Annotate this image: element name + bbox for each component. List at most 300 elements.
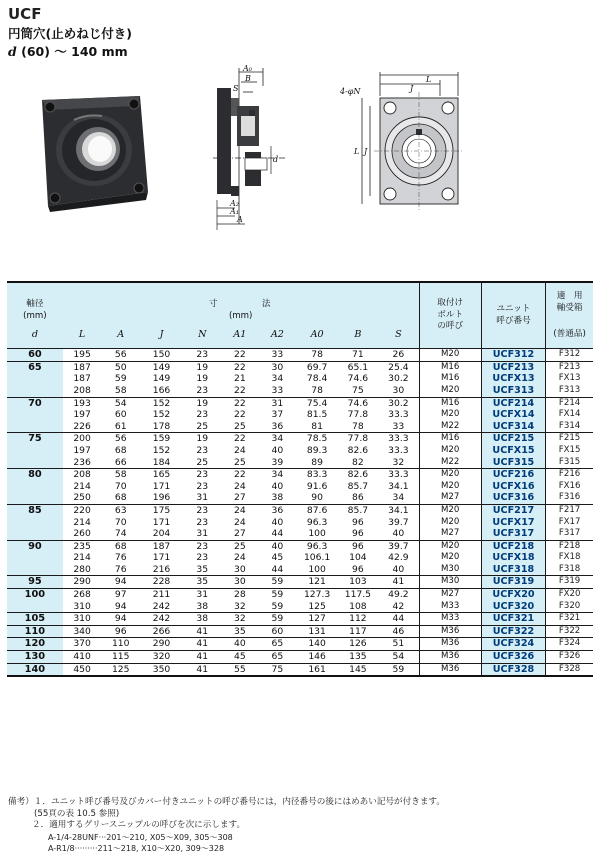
table-row [7,504,593,516]
dimension-cell: 89.3 [306,444,328,456]
table-row [7,481,593,493]
dimension-cell: 75 [352,384,364,396]
table-row [7,663,593,676]
col-head-J: J [140,322,183,349]
front-view-drawing [340,72,462,212]
dimension-cell: 166 [152,384,171,396]
dimension-cell: 310 [73,600,91,612]
dimension-cell: 45 [222,651,258,664]
dimension-cell: 112 [337,613,378,626]
dimension-cell: 96.3 [306,516,328,528]
table-row [7,552,593,564]
dimension-cell: 78 [352,420,364,432]
dimension-cell: 96 [352,563,364,575]
shaft-dia-header: 軸径 [26,299,44,309]
dimension-cell: 19 [183,361,222,373]
housing-cell: F314 [546,421,593,433]
dimension-cell: 41 [183,638,222,651]
dim-label-A2: A₂ [230,199,239,208]
housing-cell: F217 [546,504,593,516]
table-row [7,625,593,638]
dimension-cell: 159 [140,433,183,445]
bore-range: d (60) ～ 140 mm [8,44,128,59]
dimension-cell: 36 [271,420,284,432]
dimension-cell: 228 [140,576,183,589]
footnotes [8,797,445,855]
dimension-cell: 83.3 [297,469,338,481]
dimension-cell: 25.4 [378,361,419,373]
col-head-A0: A0 [297,322,338,349]
housing-cell: FX20 [546,589,593,601]
dimension-cell: 127 [297,613,338,626]
dimension-cell: 31 [183,589,222,601]
dimension-cell: 149 [140,361,183,373]
dimension-cell: 51 [378,638,419,651]
dimension-cell: 26 [378,349,419,362]
dimension-cell: 74.6 [347,373,369,385]
dimension-cell: 34 [258,433,297,445]
dimension-cell: 100 [308,563,326,575]
dimension-cell: 68 [114,492,127,504]
bolt-cell: M16 [419,433,481,445]
dimension-cell: 32 [392,456,405,468]
dimension-cell: 78.4 [306,373,328,385]
dimension-cell: 197 [73,409,91,421]
note-2-line-b: A-R1/8·········211～218, X10～X20, 309～328 [48,844,225,854]
dimension-cell: 30.2 [378,397,419,409]
dimension-cell: 96 [101,625,140,638]
unit-no-cell: UCF317 [481,528,545,540]
dimension-cell: 290 [63,576,102,589]
dimension-cell: 74 [114,528,127,540]
dimension-cell: 34.1 [378,504,419,516]
dimension-cell: 81 [311,420,323,432]
dimension-cell: 60 [114,409,127,421]
housing-note: (普通品) [546,322,593,349]
dimension-cell: 125 [308,600,326,612]
dimension-cell: 34.1 [388,480,409,492]
bolt-cell: M16 [419,361,481,373]
dim-label-S: S [233,84,239,93]
shaft-dia-cell: 75 [7,433,63,469]
dimension-cell: 40 [392,528,405,540]
dimension-cell: 22 [222,361,258,373]
dimension-cell: 22 [233,409,246,421]
dimension-cell: 104 [349,552,367,564]
dimension-cell: 115 [101,651,140,664]
housing-cell: FX17 [546,517,593,529]
note-1: 備考）１．ユニット呼び番号及びカバー付きユニットの呼び番号には，内径番号の後にはめあい記号が付きます。 [8,797,445,807]
dimension-cell: 24 [233,552,246,564]
dimension-cell: 81.5 [306,409,328,421]
unit-no-cell: UCF313 [481,385,545,397]
shaft-dia-cell: 120 [7,638,63,651]
dimension-cell: 149 [152,373,171,385]
table-row [7,528,593,540]
dimension-cell: 171 [152,552,171,564]
dimension-cell: 23 [196,384,209,396]
dimension-cell: 310 [63,613,102,626]
dimension-cell: 96 [337,540,378,552]
shaft-dia-cell: 60 [7,349,63,362]
dimension-cell: 33 [271,384,284,396]
dim-label-4-phiN: 4-φN [340,87,361,96]
bolt-cell: M20 [419,349,481,362]
dimension-cell: 82.6 [347,444,369,456]
dimension-cell: 25 [196,456,209,468]
bolt-cell: M20 [419,385,481,397]
dimension-cell: 24 [233,444,246,456]
table-row [7,576,593,589]
dimension-cell: 40 [392,563,405,575]
housing-cell: F215 [546,433,593,445]
dimension-cell: 214 [73,552,91,564]
dimension-cell: 27 [233,528,246,540]
table-row [7,601,593,613]
bolt-cell: M36 [419,625,481,638]
dimension-cell: 214 [73,480,91,492]
shaft-dia-cell: 65 [7,361,63,397]
dimension-cell: 340 [63,625,102,638]
dimension-cell: 23 [196,444,209,456]
bolt-header: 取付け ボルト の呼び [419,282,481,349]
dimension-cell: 208 [73,384,91,396]
dimension-cell: 25 [233,420,246,432]
table-row [7,564,593,576]
col-head-d: d [7,322,63,349]
unit-no-cell: UCF322 [481,625,545,638]
dimension-cell: 290 [140,638,183,651]
dimension-cell: 60 [258,625,297,638]
dimension-cell: 211 [140,589,183,601]
housing-cell: FX16 [546,481,593,493]
dimension-cell: 127.3 [297,589,338,601]
dimension-cell: 78.5 [297,433,338,445]
shaft-dia-cell: 100 [7,589,63,613]
dimension-cell: 97 [101,589,140,601]
shaft-dia-cell: 105 [7,613,63,626]
dimension-cell: 135 [337,651,378,664]
dimension-cell: 24 [233,516,246,528]
dimension-cell: 41 [183,651,222,664]
dimension-cell: 184 [152,456,171,468]
dimension-cell: 56 [101,433,140,445]
unit-no-cell: UCF216 [481,469,545,481]
dimension-cell: 87.6 [297,504,338,516]
dimension-cell: 42 [392,600,405,612]
note-2: ２．適用するグリースニップルの呼びを次に示します。 [32,820,246,831]
dimension-cell: 33.3 [378,433,419,445]
dimension-table [7,281,593,677]
dimension-cell: 28 [222,589,258,601]
dimension-cell: 59 [258,576,297,589]
dimension-cell: 268 [63,589,102,601]
bolt-cell: M27 [419,492,481,504]
page-header [8,5,132,60]
unit-no-cell: UCFX20 [481,589,545,601]
dimension-cell: 204 [152,528,171,540]
unit-no-cell: UCF312 [481,349,545,362]
unit-no-cell: UCF316 [481,492,545,504]
unit-no-cell: UCF218 [481,540,545,552]
shaft-dia-cell: 85 [7,504,63,540]
dimension-cell: 108 [349,600,367,612]
dimension-cell: 320 [140,651,183,664]
dimension-cell: 208 [63,469,102,481]
dimension-cell: 91.6 [306,480,328,492]
bore-type-title: 円筒穴(止めねじ付き) [8,26,132,41]
dimension-cell: 70 [114,480,127,492]
table-row [7,540,593,552]
dimension-cell: 86 [352,492,364,504]
dim-label-A1: A₁ [230,207,239,216]
shaft-dia-cell: 110 [7,625,63,638]
dimension-cell: 22 [222,349,258,362]
bolt-cell: M33 [419,601,481,613]
bolt-cell: M22 [419,421,481,433]
table-row [7,409,593,421]
dimension-cell: 23 [183,469,222,481]
dimension-cell: 106.1 [303,552,331,564]
dimension-cell: 117.5 [337,589,378,601]
dimension-cell: 178 [152,420,171,432]
dimension-cell: 103 [337,576,378,589]
shaft-dia-cell: 140 [7,663,63,676]
dimension-cell: 58 [114,384,127,396]
dimension-cell: 250 [73,492,91,504]
dimension-cell: 242 [152,600,171,612]
dimension-cell: 242 [140,613,183,626]
dimension-cell: 450 [63,663,102,676]
bolt-cell: M36 [419,638,481,651]
dimension-cell: 152 [152,444,171,456]
dimension-cell: 39 [271,456,284,468]
dimension-cell: 30 [222,576,258,589]
dimension-cell: 100 [308,528,326,540]
dimension-cell: 35 [183,576,222,589]
unit-no-cell: UCFX15 [481,445,545,457]
dimension-cell: 65 [258,638,297,651]
dimension-cell: 70 [114,516,127,528]
dimension-cell: 216 [152,563,171,575]
dimension-cell: 30 [392,384,405,396]
bolt-cell: M16 [419,397,481,409]
housing-cell: F214 [546,397,593,409]
dimension-cell: 94 [101,613,140,626]
dimension-cell: 38 [271,492,284,504]
dimension-cell: 25 [233,456,246,468]
dimension-cell: 121 [297,576,338,589]
shaft-dia-cell: 90 [7,540,63,576]
bolt-cell: M20 [419,517,481,529]
dimension-cell: 50 [101,361,140,373]
dimension-cell: 59 [378,663,419,676]
table-row [7,421,593,433]
unit-no-cell: UCF217 [481,504,545,516]
bolt-cell: M20 [419,445,481,457]
bolt-cell: M20 [419,481,481,493]
dimension-cell: 63 [101,504,140,516]
dimension-cell: 34 [271,373,284,385]
table-row [7,638,593,651]
dimension-cell: 96.3 [297,540,338,552]
dimension-cell: 33.3 [378,469,419,481]
dimension-cell: 90 [311,492,323,504]
dimension-cell: 195 [63,349,102,362]
dimension-cell: 266 [140,625,183,638]
shaft-dia-cell: 70 [7,397,63,433]
col-head-B: B [337,322,378,349]
housing-header: 適 用 軸受箱 [546,282,593,322]
bolt-cell: M33 [419,613,481,626]
unit-no-cell: UCF321 [481,613,545,626]
dim-label-L-top: L [426,75,432,84]
bolt-cell: M20 [419,552,481,564]
dimension-cell: 23 [183,349,222,362]
dimension-cell: 76 [114,563,127,575]
unit-no-cell: UCF319 [481,576,545,589]
dimension-cell: 197 [73,444,91,456]
unit-no-cell: UCFX14 [481,409,545,421]
dim-label-A: A [237,215,243,224]
dimension-cell: 200 [63,433,102,445]
dimension-cell: 125 [101,663,140,676]
dimension-cell: 280 [73,563,91,575]
housing-cell: F321 [546,613,593,626]
dimension-cell: 78 [311,384,323,396]
dimension-cell: 33 [392,420,405,432]
housing-cell: F316 [546,492,593,504]
dimension-cell: 21 [233,373,246,385]
unit-no-cell: UCF214 [481,397,545,409]
dimension-cell: 76 [114,552,127,564]
dimension-cell: 35 [222,625,258,638]
dimension-cell: 24 [222,504,258,516]
dimension-cell: 77.8 [347,409,369,421]
housing-cell: F320 [546,601,593,613]
unit-no-cell: UCF326 [481,651,545,664]
dimension-cell: 30 [233,563,246,575]
dimension-cell: 214 [73,516,91,528]
table-row [7,613,593,626]
dimension-cell: 33.3 [388,444,409,456]
dimension-cell: 152 [152,409,171,421]
unit-no-cell: UCF324 [481,638,545,651]
dimension-cell: 55 [222,663,258,676]
table-row [7,373,593,385]
housing-cell: F216 [546,469,593,481]
unit-no-cell: UCF315 [481,457,545,469]
shaft-dia-cell: 95 [7,576,63,589]
housing-cell: FX18 [546,552,593,564]
dimension-cell: 370 [63,638,102,651]
dimension-cell: 96 [352,528,364,540]
dimension-cell: 54 [378,651,419,664]
dimension-cell: 82.6 [337,469,378,481]
dimension-cell: 39.7 [378,540,419,552]
housing-cell: F328 [546,663,593,676]
dimension-cell: 25 [222,540,258,552]
table-row [7,361,593,373]
dimension-cell: 59 [258,613,297,626]
unit-no-cell: UCF318 [481,564,545,576]
dimension-cell: 31 [196,492,209,504]
dimensions-unit: (mm) [228,310,253,321]
col-head-S: S [378,322,419,349]
dimension-cell: 150 [140,349,183,362]
dimension-cell: 75 [258,663,297,676]
dimension-cell: 171 [152,516,171,528]
dimension-cell: 45 [271,552,284,564]
dimension-cell: 65 [258,651,297,664]
dimension-cell: 38 [183,613,222,626]
dimension-cell: 19 [183,433,222,445]
bolt-cell: M36 [419,663,481,676]
dimension-cell: 82 [352,456,364,468]
dimension-cell: 117 [337,625,378,638]
dimension-cell: 40 [271,516,284,528]
dimension-cell: 187 [73,373,91,385]
dimension-cell: 146 [297,651,338,664]
dimension-cell: 350 [140,663,183,676]
dim-label-J-top: J [410,84,414,93]
dimensions-header: 寸 法 [208,299,273,309]
dim-label-d: d [273,155,279,164]
dimension-cell: 23 [183,504,222,516]
table-row [7,433,593,445]
dimension-cell: 34 [392,492,405,504]
dimension-cell: 40 [258,540,297,552]
dimension-cell: 19 [183,397,222,409]
dimension-cell: 78 [297,349,338,362]
dimension-cell: 66 [114,456,127,468]
dimension-cell: 236 [73,456,91,468]
table-row [7,457,593,469]
bolt-cell: M22 [419,457,481,469]
dimension-cell: 23 [183,540,222,552]
housing-cell: F312 [546,349,593,362]
dimension-cell: 49.2 [378,589,419,601]
table-row [7,397,593,409]
unit-no-cell: UCFX18 [481,552,545,564]
unit-no-cell: UCF215 [481,433,545,445]
dimension-cell: 69.7 [297,361,338,373]
dimension-cell: 75.4 [297,397,338,409]
dim-label-B: B [245,74,251,83]
dimension-cell: 56 [101,349,140,362]
housing-cell: F317 [546,528,593,540]
dimension-cell: 96 [352,516,364,528]
bolt-cell: M20 [419,540,481,552]
dimension-cell: 22 [222,433,258,445]
bolt-cell: M20 [419,504,481,516]
dimension-cell: 235 [63,540,102,552]
bolt-cell: M20 [419,409,481,421]
dimension-cell: 22 [222,397,258,409]
dimension-cell: 196 [152,492,171,504]
dimension-cell: 39.7 [388,516,409,528]
dim-label-J-side: J [364,147,368,156]
col-head-A1: A1 [222,322,258,349]
dimension-cell: 46 [378,625,419,638]
housing-cell: F322 [546,625,593,638]
dimension-cell: 193 [63,397,102,409]
dimension-cell: 54 [101,397,140,409]
dimension-cell: 30.2 [388,373,409,385]
dimension-cell: 23 [196,409,209,421]
dimension-cell: 68 [114,444,127,456]
dimension-cell: 226 [73,420,91,432]
